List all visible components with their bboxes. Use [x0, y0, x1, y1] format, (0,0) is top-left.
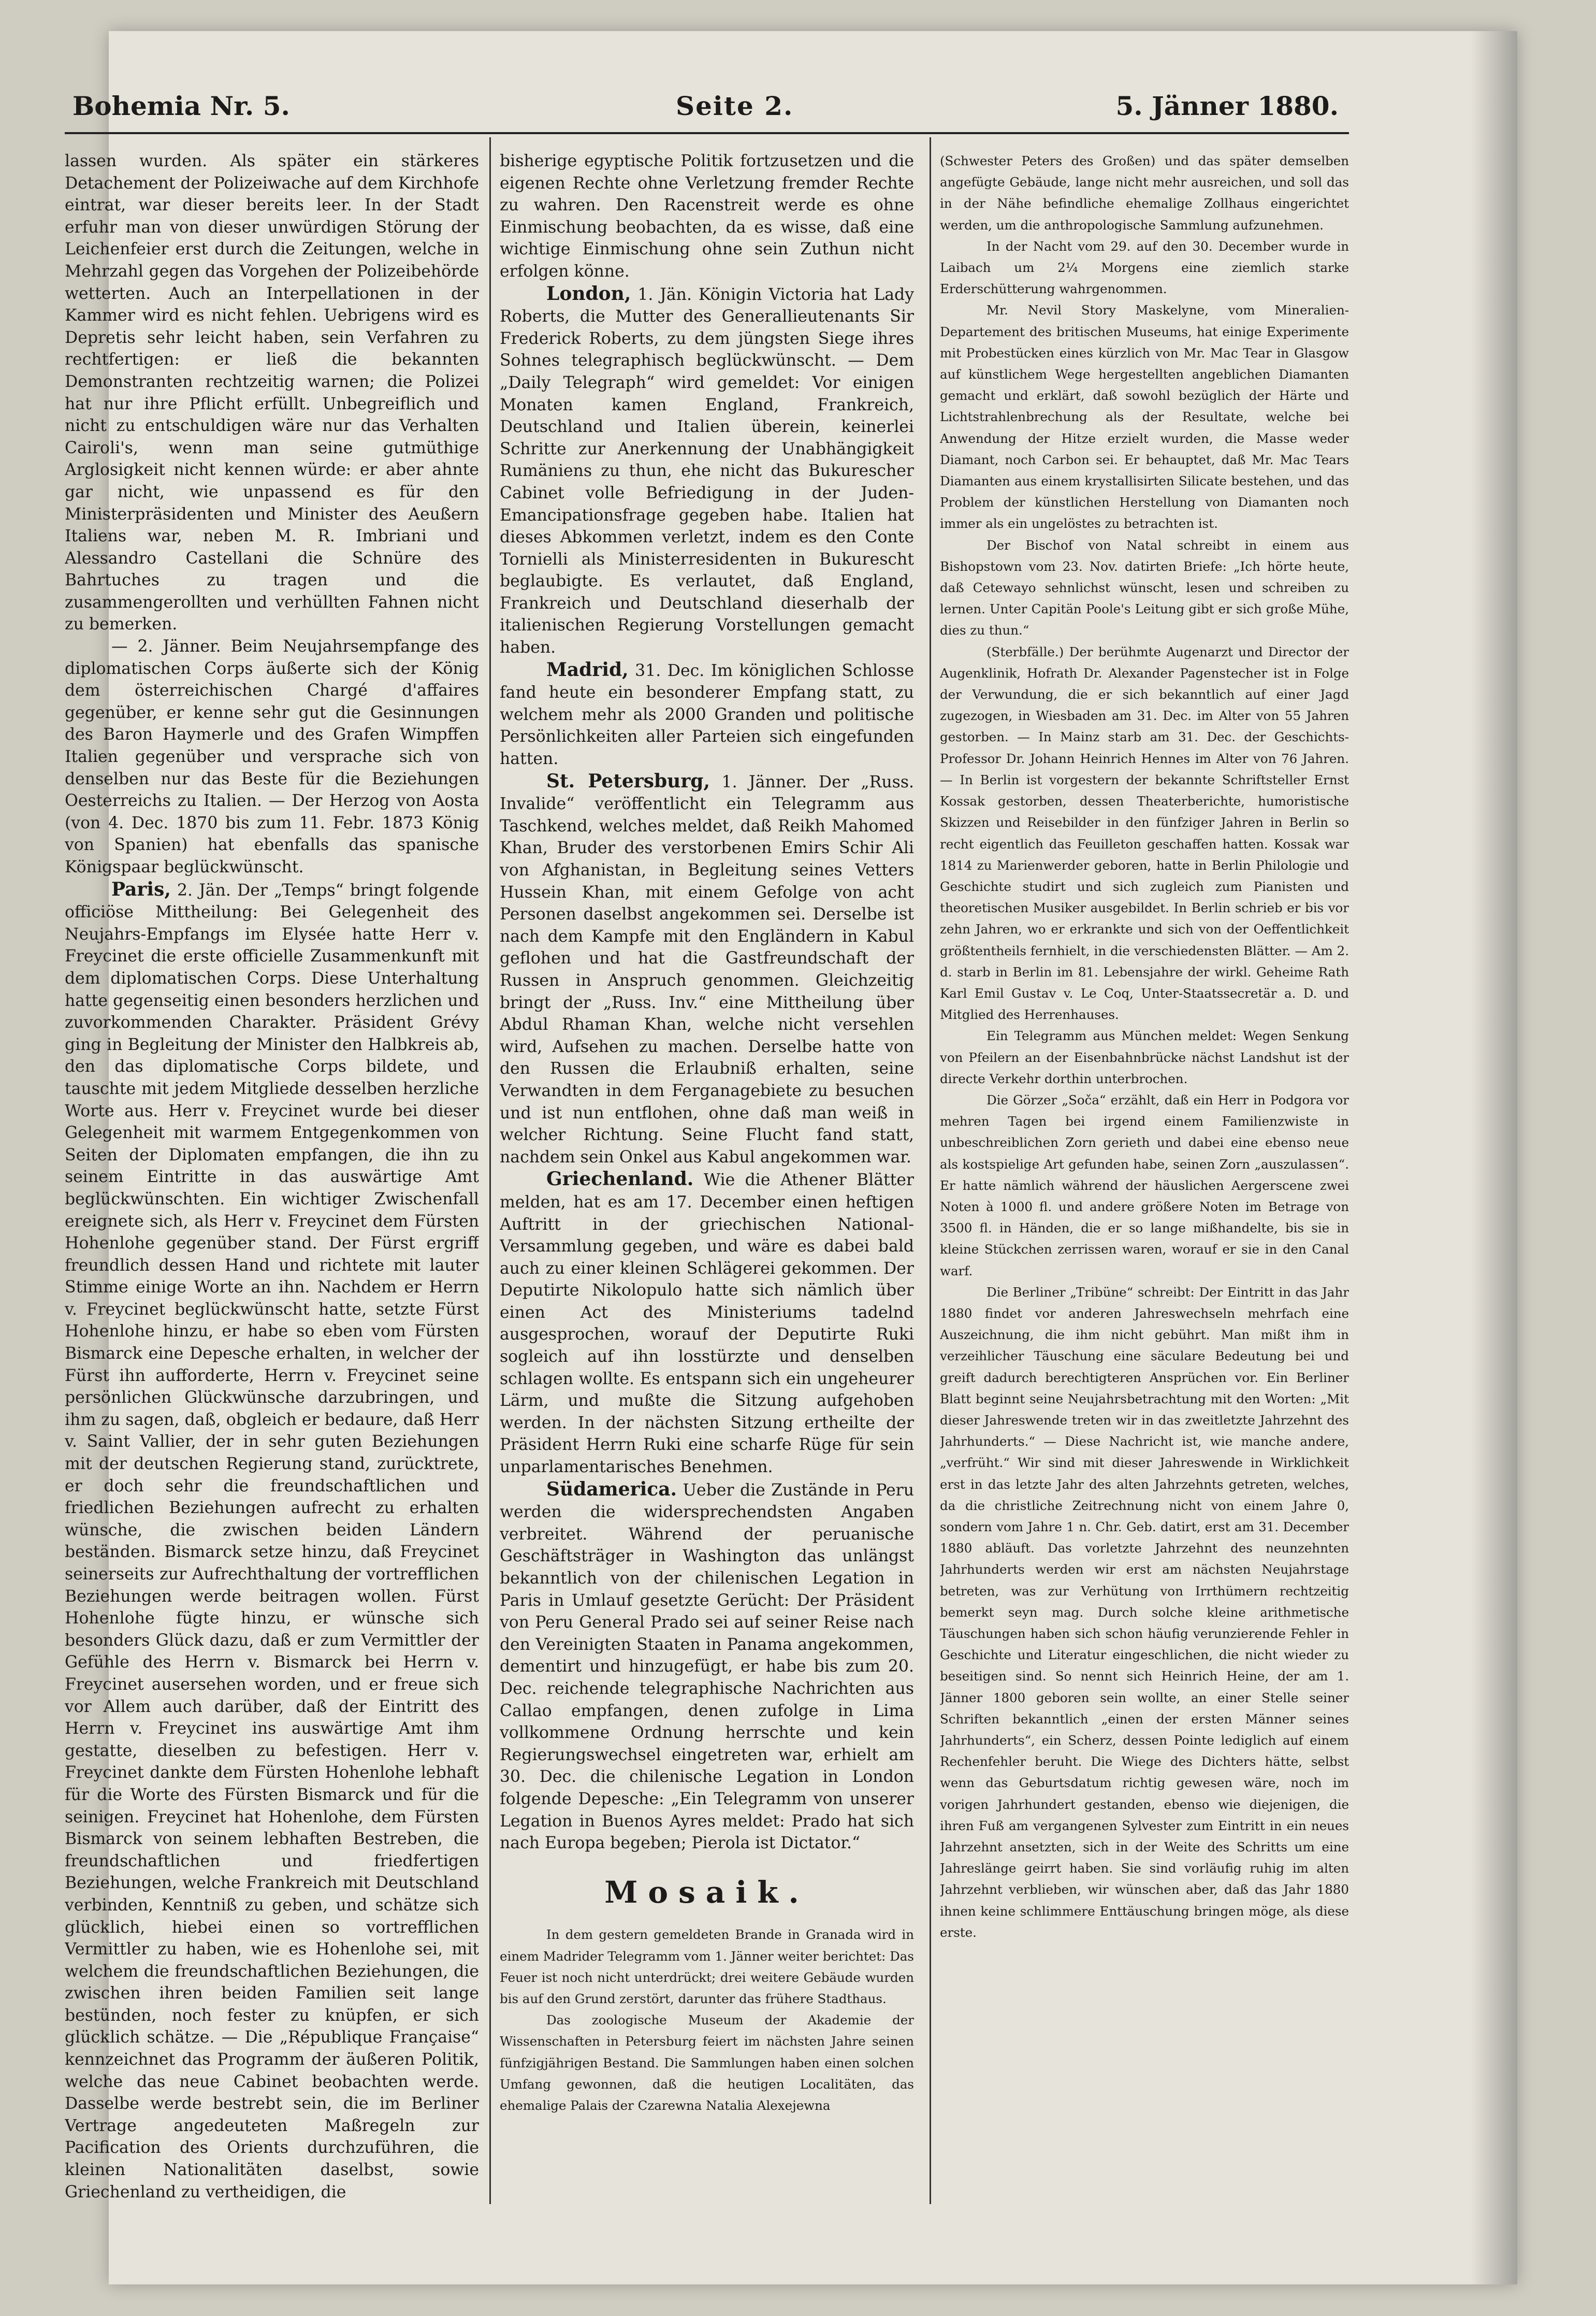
article-paris	[65, 879, 479, 2204]
article-london	[500, 283, 914, 659]
dateline-greece: Griechenland.	[546, 1168, 694, 1190]
dateline-madrid: Madrid,	[546, 658, 629, 681]
mosaik-item-laibach: In der Nacht vom 29. auf den 30. December wurde in Laibach um 2¼ Morgens eine ziemlich starke Erderschütterung wahrgenommen.	[940, 238, 1349, 297]
article-petersburg-text: 1. Jänner. Der „Russ. Invalide“ veröffentlicht ein Telegramm aus Taschkend, welches meldet, daß Reikh Mahomed Khan, Bruder des verstorbenen Emirs Schir Ali von Afghanistan, in Begleitung seines Vetters Hussein Khan, mit einem Gefolge von acht Personen daselbst angekommen sei. Derselbe ist nach dem Kampfe mit den Engländern in Kabul geflohen und hat die Gastfreundschaft der Russen in Anspruch genommen. Gleichzeitig bringt der „Russ. Inv.“ eine Mittheilung über Abdul Rhaman Khan, welche nicht versehlen wird, Aufsehen zu machen. Derselbe hatte von den Russen die Erlaubniß erhalten, seine Verwandten in dem Ferganagebiete zu besuchen und ist nun entflohen, ohne daß man weiß in welcher Richtung. Seine Flucht fand statt, nachdem sein Onkel aus Kabul angekommen war.	[500, 772, 914, 1167]
article-london-text: 1. Jän. Königin Victoria hat Lady Roberts, die Mutter des Generallieutenants Sir Frederick Roberts, zu dem jüngsten Siege ihres Sohnes telegraphisch beglückwünscht. — Dem „Daily Telegraph“ wird gemeldet: Vor einigen Monaten kamen England, Frankreich, Deutschland und Italien überein, keinerlei Schritte zur Anerkennung der Unabhängigkeit Rumäniens zu thun, ehe nicht das Bukurescher Cabinet volle Befriedigung in der Juden-Emancipationsfrage gegeben habe. Italien hat dieses Abkommen verletzt, indem es den Conte Tornielli als Ministerresidenten in Bukurescht beglaubigte. Es verlautet, daß England, Frankreich und Deutschland dieserhalb der italienischen Regierung Vorstellungen gemacht haben.	[500, 285, 914, 657]
mosaik-item-tribuene: Die Berliner „Tribüne“ schreibt: Der Eintritt in das Jahr 1880 findet vor anderen Jahreswechseln mehrfach eine Auszeichnung, die ihm nicht gebührt. Man mißt ihm in verzeihlicher Täuschung eine säculare Bedeutung bei und greift dadurch berechtigteren Ansprüchen vor. Ein Berliner Blatt beginnt seine Neujahrsbetrachtung mit den Worten: „Mit dieser Jahreswende treten wir in das zweitletzte Jahrzehnt des Jahrhunderts.“ — Diese Nachricht ist, wie manche andere, „verfrüht.“ Wir sind mit dieser Jahreswende in Wirklichkeit erst in das letzte Jahr des alten Jahrzehnts getreten, welches, da die christliche Zeitrechnung nicht von einem Jahre 0, sondern vom Jahre 1 n. Chr. Geb. datirt, erst am 31. December 1880 abläuft. Das vorletzte Jahrzehnt des neunzehnten Jahrhunderts werden wir erst am nächsten Neujahrstage betreten, was zur Verhütung von Irrthümern rechtzeitig bemerkt seyn mag. Durch solche kleine arithmetische Täuschungen haben sich schon häufig verunzierende Fehler in Geschichte und Literatur eingeschlichen, die nicht wieder zu beseitigen sind. So nennt sich Heinrich Heine, der am 1. Jänner 1800 geboren sein wollte, an einer Stelle seiner Schriften bekanntlich „einen der ersten Männer seines Jahrhunderts“, ein Scherz, dessen Pointe lediglich auf einem Rechenfehler beruht. Die Wiege des Dichters hätte, selbst wenn das Geburtsdatum richtig gewesen wäre, noch im vorigen Jahrhundert gestanden, ebenso wie diejenigen, die ihren Fuß am vergangenen Sylvester zum Eintritt in ein neues Jahrzehnt ansetzten, sich in der Weite des Schritts um eine Jahreslänge geirrt haben. Sie sind vorläufig ruhig im alten Jahrzehnt verblieben, wir wünschen aber, daß das Jahr 1880 ihnen keine schlimmere Enttäuschung bringen möge, als diese erste.	[940, 1284, 1349, 1940]
article-rome-jan2: — 2. Jänner. Beim Neujahrsempfange des diplomatischen Corps äußerte sich der König dem österreichischen Chargé d'affaires gegenüber, er kenne sehr gut die Gesinnungen des Baron Haymerle und des Grafen Wimpffen Italien gegenüber und versprache sich von denselben nur das Beste für die Beziehungen Oesterreichs zu Italien. — Der Herzog von Aosta (von 4. Dec. 1870 bis zum 11. Febr. 1873 König von Spanien) hat ebenfalls das spanische Königspaar beglückwünscht.	[65, 637, 479, 876]
article-south-america-text: Ueber die Zustände in Peru werden die widersprechendsten Angaben verbreitet. Während der peruanische Geschäftsträger in Washington das unlängst bekanntlich von der chilenischen Legation in Paris in Umlauf gesetzte Gerücht: Der Präsident von Peru General Prado sei auf seiner Reise nach den Vereinigten Staaten in Panama angekommen, dementirt und hinzugefügt, er habe bis zum 20. Dec. reichende telegraphische Nachrichten aus Callao empfangen, denen zufolge in Lima vollkommene Ordnung herrschte und kein Regierungswechsel eingetreten war, erhielt am 30. Dec. die chilenische Legation in London folgende Depesche: „Ein Telegramm von unserer Legation in Buenos Ayres meldet: Prado hat sich nach Europa begeben; Pierola ist Dictator.“	[500, 1480, 914, 1853]
article-paris-cont: bisherige egyptische Politik fortzusetzen und die eigenen Rechte ohne Verletzung fremder Rechte zu wahren. Den Racenstreit werde es ohne Einmischung beobachten, da es wisse, daß eine wichtige Einmischung ohne sein Zuthun nicht erfolgen könne.	[500, 152, 914, 281]
article-greece	[500, 1168, 914, 1478]
article-rome-cont: lassen wurden. Als später ein stärkeres Detachement der Polizeiwache auf dem Kirchhofe eintrat, war dieser bereits leer. In der Stadt erfuhr man von dieser unwürdigen Störung der Leichenfeier erst durch die Zeitungen, welche in Mehrzahl gegen das Vorgehen der Polizeibehörde wetterten. Auch an Interpellationen in der Kammer wird es nicht fehlen. Uebrigens wird es Depretis sehr leicht haben, sein Verfahren zu rechtfertigen: er ließ die bekannten Demonstranten rechtzeitig warnen; die Polizei hat nur ihre Pflicht erfüllt. Unbegreiflich und nicht zu entschuldigen wäre nur das Verhalten Cairoli's, wenn man seine gutmüthige Arglosigkeit nicht kennen würde: er aber ahnte gar nicht, wie unpassend es für den Ministerpräsidenten und Minister des Aeußern Italiens war, neben M. R. Imbriani und Alessandro Castellani die Schnüre des Bahrtuches zu tragen und die zusammengerollten und verhüllten Fahnen nicht zu bemerken.	[65, 152, 479, 634]
article-petersburg	[500, 770, 914, 1169]
mosaik-item-diamonds: Mr. Nevil Story Maskelyne, vom Mineralien-Departement des britischen Museums, hat einige Experimente mit Probestücken eines kürzlich von Mr. Mac Tear in Glasgow auf künstlichem Wege hergestellten angeblichen Diamanten gemacht und erklärt, daß sowohl bezüglich der Härte und Lichtstrahlenbrechung als der Resultate, welche bei Anwendung der Hitze erzielt wurden, die Masse weder Diamant, noch Carbon sei. Er behauptet, daß Mr. Mac Tears Diamanten aus einem krystallisirten Silicate bestehen, und das Problem der künstlichen Herstellung von Diamanten noch immer als ein ungelöstes zu betrachten ist.	[940, 303, 1349, 531]
header-page-number: Seite 2.	[676, 91, 794, 121]
mosaik-item-deaths: (Sterbfälle.) Der berühmte Augenarzt und Director der Augenklinik, Hofrath Dr. Alexander Pagenstecher ist in Folge der Verwundung, die er sich bekanntlich auf einer Jagd zugezogen, in Wiesbaden am 31. Dec. im Alter von 55 Jahren gestorben. — In Mainz starb am 31. Dec. der Geschichts-Professor Dr. Johann Heinrich Hennes im Alter von 76 Jahren. — In Berlin ist vorgestern der bekannte Schriftsteller Ernst Kossak gestorben, dessen Theaterberichte, humoristische Skizzen und Reisebilder in den fünfziger Jahren in Berlin so recht eigentlich das Feuilleton geschaffen hatten. Kossak war 1814 zu Marienwerder geboren, hatte in Berlin Philologie und Geschichte studirt und sich zugleich zum Pianisten und theoretischen Musiker ausgebildet. In Berlin schrieb er bis vor zehn Jahren, wo er erkrankte und sich von der Oeffentlichkeit größtentheils fernhielt, in die verschiedensten Blätter. — Am 2. d. starb in Berlin im 81. Lebensjahre der wirkl. Geheime Rath Karl Emil Gustav v. Le Coq, Unter-Staatssecretär a. D. und Mitglied des Herrenhauses.	[940, 644, 1349, 1023]
page-header	[65, 70, 1349, 127]
page-edge-shadow	[1471, 31, 1517, 2284]
mosaik-item-goerz: Die Görzer „Soča“ erzählt, daß ein Herr in Podgora vor mehren Tagen bei irgend einem Familienzwiste in unbeschreiblichen Zorn gerieth und dabei eine ebenso neue als kostspielige Art gefunden habe, seinen Zorn „auszulassen“. Er hatte nämlich während der häuslichen Aergerscene zwei Noten à 1000 fl. und andere größere Noten im Betrage von 3500 fl. in Händen, die er so lange mißhandelte, bis sie in kleine Stückchen zerrissen waren, worauf er sie in den Canal warf.	[940, 1092, 1349, 1278]
mosaik-item-munich: Ein Telegramm aus München meldet: Wegen Senkung von Pfeilern an der Eisenbahnbrücke nächst Landshut ist der directe Verkehr dorthin unterbrochen.	[940, 1028, 1349, 1086]
dateline-london: London,	[546, 282, 631, 305]
dateline-petersburg: St. Petersburg,	[546, 770, 710, 792]
article-madrid	[500, 659, 914, 770]
article-south-america	[500, 1478, 914, 1854]
dateline-south-america: Südamerica.	[546, 1478, 677, 1500]
article-paris-text: 2. Jän. Der „Temps“ bringt folgende officiöse Mittheilung: Bei Gelegenheit des Neujahrs-Empfangs im Elysée hatte Herr v. Freycinet die erste officielle Zusammenkunft mit dem diplomatischen Corps. Diese Unterhaltung hatte gegenseitig einen besonders herzlichen und zuvorkommenden Charakter. Präsident Grévy ging in Begleitung der Minister den Halbkreis ab, den das diplomatische Corps bildete, und tauschte mit jedem Mitgliede desselben herzliche Worte aus. Herr v. Freycinet wurde bei dieser Gelegenheit mit warmem Entgegenkommen von Seiten der Diplomaten empfangen, die ihn zu seinem Eintritte in das auswärtige Amt beglückwünschten. Ein wichtiger Zwischenfall ereignete sich, als Herr v. Freycinet dem Fürsten Hohenlohe gegenüber stand. Der Fürst ergriff freundlich dessen Hand und richtete mit lauter Stimme einige Worte an ihn. Nachdem er Herrn v. Freycinet beglückwünscht hatte, setzte Fürst Hohenlohe hinzu, er habe so eben vom Fürsten Bismarck eine Depesche erhalten, in welcher der Fürst ihn aufforderte, Herrn v. Freycinet seine persönlichen Glückwünsche darzubringen, und ihm zu sagen, daß, obgleich er bedaure, daß Herr v. Saint Vallier, der in sehr guten Beziehungen mit der deutschen Regierung stand, zurücktrete, er doch sehr die freundschaftlichen und friedlichen Beziehungen aufrecht zu erhalten wünsche, die zwischen beiden Ländern beständen. Bismarck setze hinzu, daß Freycinet seinerseits zur Aufrechthaltung der vortrefflichen Beziehungen werde beitragen wollen. Fürst Hohenlohe fügte hinzu, er wünsche sich besonders Glück dazu, daß er zum Vermittler der Gefühle des Herrn v. Bismarck bei Herrn v. Freycinet ausersehen worden, und er freue sich vor Allem auch darüber, daß der Eintritt des Herrn v. Freycinet ins auswärtige Amt ihm gestatte, dieselben zu befestigen. Herr v. Freycinet dankte dem Fürsten Hohenlohe lebhaft für die Worte des Fürsten Bismarck und für die seinigen. Freycinet hat Hohenlohe, dem Fürsten Bismarck von seinem lebhaften Bestreben, die freundschaftlichen und friedfertigen Beziehungen, welche Frankreich mit Deutschland verbinden, Kenntniß zu geben, und schätze sich glücklich, hiebei einen so vortrefflichen Vermittler zu haben, wie es Hohenlohe sei, mit welchem die freundschaftlichen Beziehungen, die zwischen ihren beiden Familien seit lange bestünden, noch fester zu knüpfen, er sich glücklich schätze. — Die „République Française“ kennzeichnet das Programm der äußeren Politik, welche das neue Cabinet beobachten werde. Dasselbe werde bestrebt sein, die im Berliner Vertrage angedeuteten Maßregeln zur Pacification des Orients durchzuführen, die kleinen Nationalitäten daselbst, sowie Griechenland zu vertheidigen, die	[65, 881, 479, 2202]
mosaik-item-natal: Der Bischof von Natal schreibt in einem aus Bishopstown vom 23. Nov. datirten Briefe: „Ich hörte heute, daß Cetewayo sehnlichst wünscht, lesen und schreiben zu lernen. Unter Capitän Poole's Leitung gibt er sich große Mühe, dies zu thun.“	[940, 537, 1349, 638]
column-separator-1	[489, 137, 491, 2204]
mosaik-item-granada: In dem gestern gemeldeten Brande in Granada wird in einem Madrider Telegramm vom 1. Jänner weiter berichtet: Das Feuer ist noch nicht unterdrückt; drei weitere Gebäude wurden bis auf den Grund zerstört, darunter das frühere Stadthaus.	[500, 1927, 914, 2006]
dateline-paris: Paris,	[111, 878, 171, 900]
header-date: 5. Jänner 1880.	[1115, 91, 1339, 121]
article-greece-text: Wie die Athener Blätter melden, hat es am 17. December einen heftigen Auftritt in der griechischen National-Versammlung gegeben, und wäre es dabei bald auch zu einer kleinen Schlägerei gekommen. Der Deputirte Nikolopulo hatte sich nämlich über einen Act des Ministeriums tadelnd ausgesprochen, worauf der Deputirte Ruki sogleich auf ihn losstürzte und denselben schlagen wollte. Es entspann sich ein ungeheurer Lärm, und mußte die Sitzung aufgehoben werden. In der nächsten Sitzung ertheilte der Präsident Herrn Ruki eine scharfe Rüge für sein unparlamentarisches Benehmen.	[500, 1171, 914, 1477]
article-madrid-text: 31. Dec. Im königlichen Schlosse fand heute ein besonderer Empfang statt, zu welchem mehr als 2000 Granden und politische Persönlichkeiten aller Parteien sich eingefunden hatten.	[500, 661, 914, 769]
column-separator-2	[930, 137, 931, 2204]
column-2	[500, 150, 914, 2207]
header-rule	[65, 132, 1349, 134]
column-1	[65, 150, 479, 2207]
mosaik-item-museum: Das zoologische Museum der Akademie der Wissenschaften in Petersburg feiert im nächsten Jahre seinen fünfzigjährigen Bestand. Die Sammlungen haben einen solchen Umfang gewonnen, daß die heutigen Localitäten, das ehemalige Palais der Czarewna Natalia Alexejewna	[500, 2012, 914, 2113]
mosaik-item-museum-cont: (Schwester Peters des Großen) und das später demselben angefügte Gebäude, lange nicht mehr ausreichen, und soll das in der Nähe befindliche ehemalige Zollhaus eingerichtet werden, um die anthropologische Sammlung aufzunehmen.	[940, 153, 1349, 233]
section-heading-mosaik: Mosaik.	[604, 1874, 809, 1910]
column-3	[940, 150, 1349, 2207]
header-publication: Bohemia Nr. 5.	[72, 91, 290, 121]
